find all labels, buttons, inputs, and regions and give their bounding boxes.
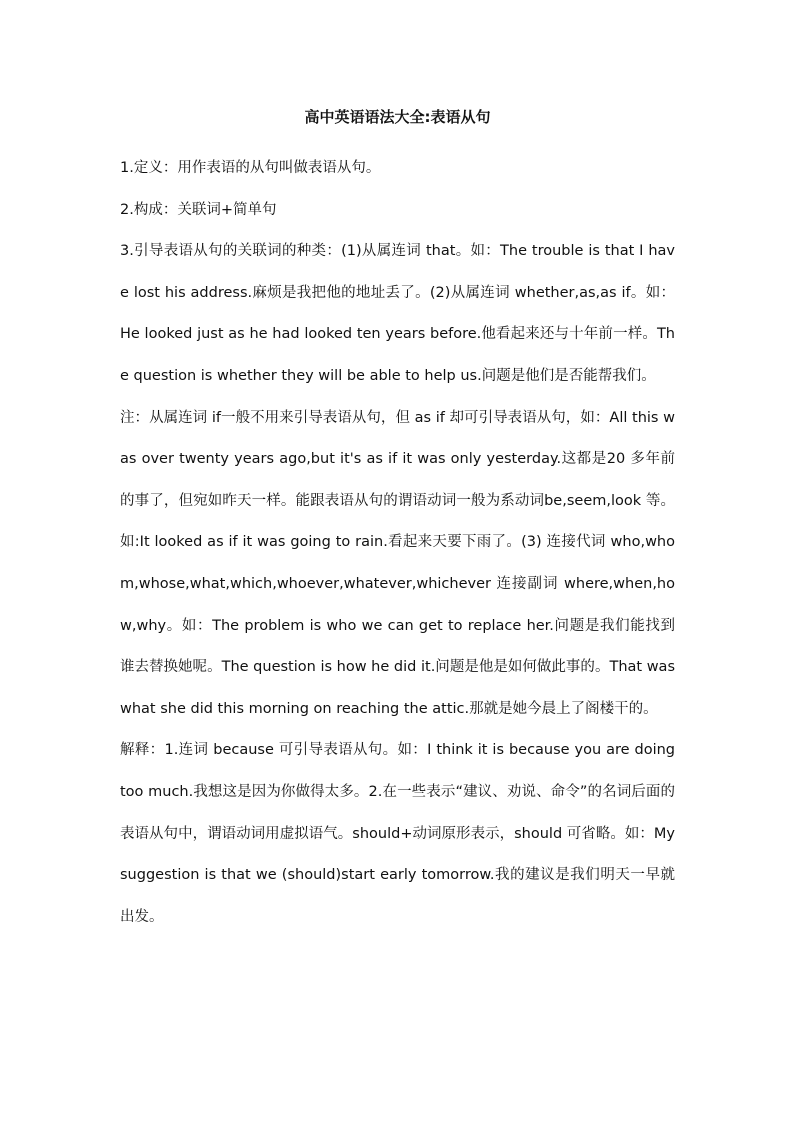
document-title: 高中英语语法大全:表语从句 bbox=[304, 108, 491, 126]
paragraph-definition: 1.定义：用作表语的从句叫做表语从句。 bbox=[120, 160, 381, 176]
paragraph-explanation: 解释：1.连词 because 可引导表语从句。如：I think it is because you are doing too much.我想这是因为你做得太多。2.在一些表示“建议、劝说、命令”的名词后面的表语从句中，谓语动词用虚拟语气。should+动词原形表示，should 可省略。如：My suggestion is that we (should)start early tomorrow.我的建议是我们明天一早就出发。 bbox=[120, 742, 675, 925]
paragraph-note: 注：从属连词 if一般不用来引导表语从句，但 as if 却可引导表语从句，如：All this was over twenty years ago,but it's as if it was only yesterday.这都是20 多年前的事了，但宛如昨天一样。能跟表语从句的谓语动词一般为系动词be,seem,look 等。如:It looked as if it was going to rain.看起来天要下雨了。(3) 连接代词 who,whom,whose,what,which,whoever,whatever,whichever 连接副词 where,when,how,why。如：The problem is who we can get to replace her.问题是我们能找到谁去替换她呢。The question is how he did it.问题是他是如何做此事的。That was what she did this morning on reaching the attic.那就是她今晨上了阁楼干的。 bbox=[120, 409, 675, 717]
paragraph-connectives: 3.引导表语从句的关联词的种类：(1)从属连词 that。如：The trouble is that I have lost his address.麻烦是我把他的地址丢了。(2)从属连词 whether,as,as if。如：He looked just as he had looked ten years before.他看起来还与十年前一样。The question is whether they will be able to help us.问题是他们是否能帮我们。 bbox=[120, 243, 675, 384]
paragraph-structure: 2.构成：关联词+简单句 bbox=[120, 201, 277, 218]
document-body bbox=[120, 148, 675, 938]
